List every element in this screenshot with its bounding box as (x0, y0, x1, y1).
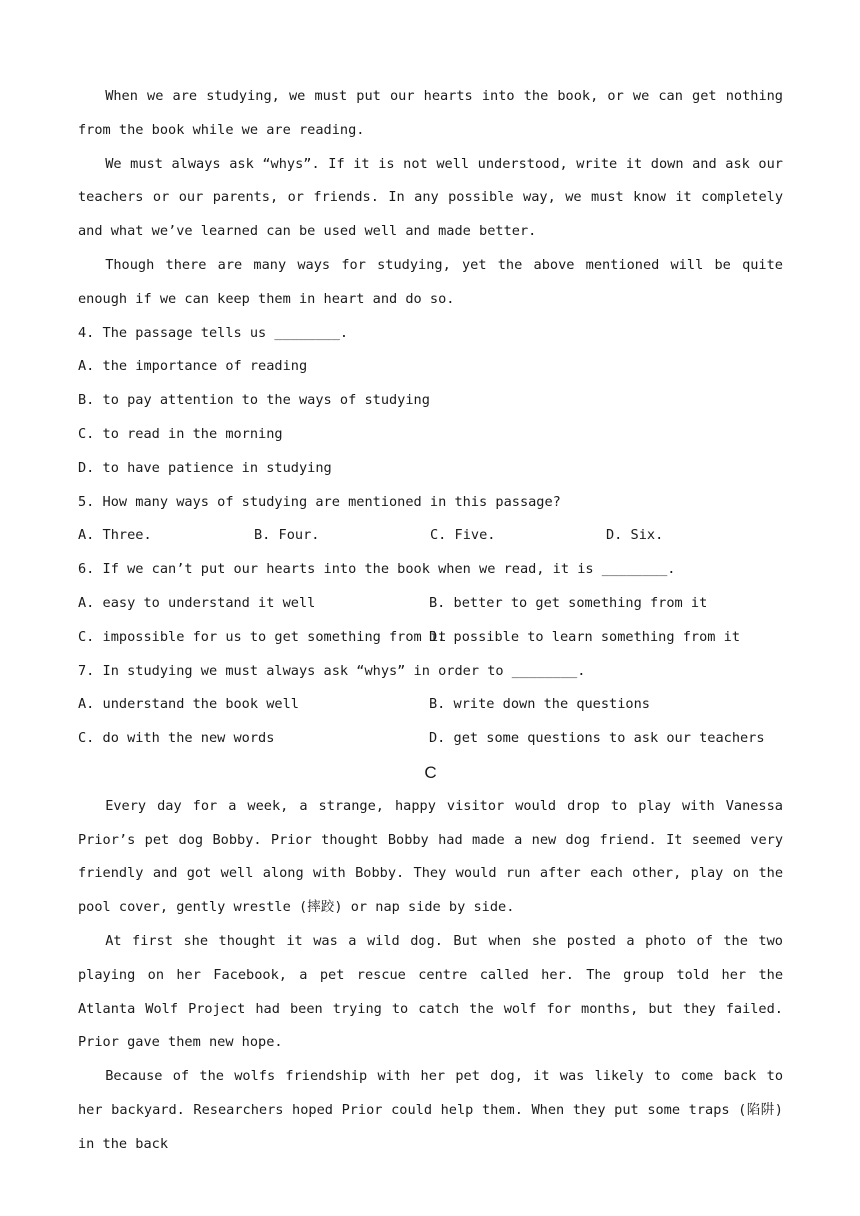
answer-options-row (78, 722, 783, 756)
answer-option: A. the importance of reading (78, 358, 308, 375)
document-page (78, 80, 783, 1162)
passage-paragraph: We must always ask “whys”. If it is not well understood, write it down and ask our teachers or our parents, or friends. In any possible way, we must know it completely and what we’ve learned can be used well and made better. (78, 155, 783, 240)
answer-options-row (78, 688, 783, 722)
answer-option: D. get some questions to ask our teachers (429, 730, 765, 747)
answer-option: A. understand the book well (78, 696, 299, 713)
answer-options-row (78, 519, 783, 553)
answer-option: A. Three. (78, 527, 152, 544)
passage-paragraph: Though there are many ways for studying, yet the above mentioned will be quite enough if we can keep them in heart and do so. (78, 256, 783, 307)
question-stem: 7. In studying we must always ask “whys” in order to ________. (78, 662, 586, 679)
section-heading: C (424, 762, 437, 782)
answer-options-row (78, 621, 783, 655)
answer-option: A. easy to understand it well (78, 594, 316, 611)
question-stem: 5. How many ways of studying are mentioned in this passage? (78, 493, 561, 510)
passage-paragraph: When we are studying, we must put our hearts into the book, or we can get nothing from the book while we are reading. (78, 88, 783, 138)
answer-options-row (78, 587, 783, 621)
answer-option: B. better to get something from it (429, 594, 708, 611)
question-stem: 6. If we can’t put our hearts into the book when we read, it is ________. (78, 561, 676, 578)
answer-option: D. to have patience in studying (78, 459, 332, 476)
answer-option: C. do with the new words (78, 730, 275, 747)
answer-option: B. to pay attention to the ways of studying (78, 392, 430, 409)
answer-option: B. write down the questions (429, 696, 650, 713)
answer-option: C. impossible for us to get something from it (78, 628, 447, 645)
answer-option: C. Five. (430, 527, 496, 544)
answer-option: B. Four. (254, 527, 320, 544)
answer-option: C. to read in the morning (78, 425, 283, 442)
passage-paragraph: At first she thought it was a wild dog. But when she posted a photo of the two playing on her Facebook, a pet rescue centre called her. The group told her the Atlanta Wolf Project had been trying to catch the wolf for months, but they failed. Prior gave them new hope. (78, 932, 783, 1051)
passage-paragraph: Every day for a week, a strange, happy visitor would drop to play with Vanessa Prior’s pet dog Bobby. Prior thought Bobby had made a new dog friend. It seemed very friendly and got well along with Bobby. They would run after each other, play on the pool cover, gently wrestle (摔跤) or nap side by side. (78, 797, 783, 916)
answer-option: D. possible to learn something from it (429, 628, 740, 645)
passage-paragraph: Because of the wolfs friendship with her pet dog, it was likely to come back to her backyard. Researchers hoped Prior could help them. When they put some traps (陷阱) in the back (78, 1068, 783, 1152)
question-stem: 4. The passage tells us ________. (78, 324, 349, 341)
answer-option: D. Six. (606, 527, 664, 544)
